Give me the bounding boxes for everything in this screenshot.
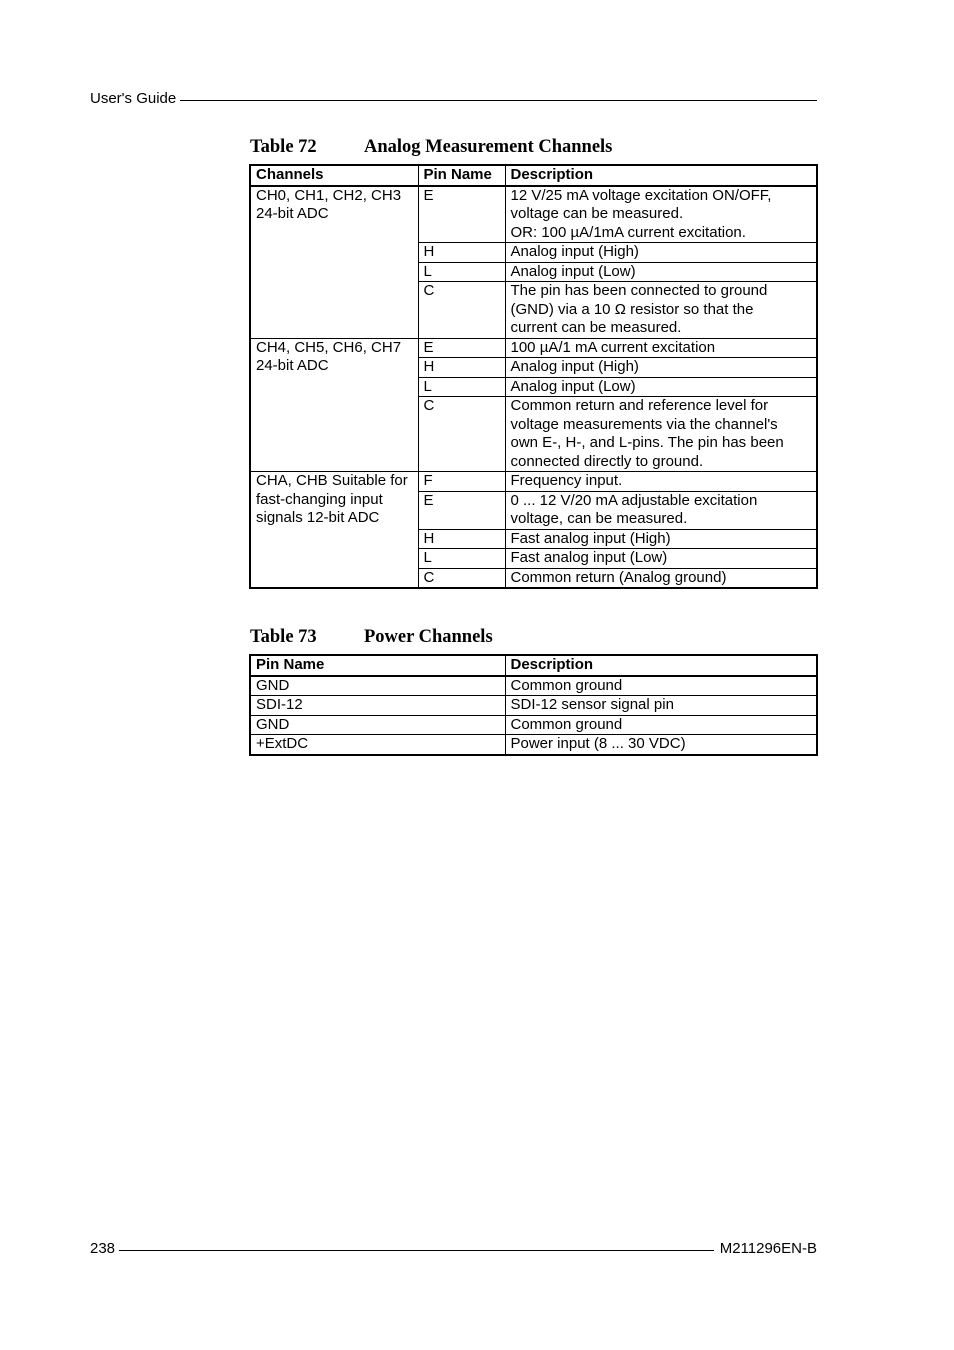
power-channels-body bbox=[250, 676, 817, 755]
description-cell bbox=[505, 491, 817, 529]
pin-name-cell: SDI-12 bbox=[250, 696, 505, 716]
description-line: 100 µA/1 mA current excitation bbox=[510, 338, 716, 356]
column-header-description: Description bbox=[505, 655, 817, 676]
description-line: current can be measured. bbox=[510, 319, 682, 336]
column-header-pin-name: Pin Name bbox=[250, 655, 505, 676]
pin-name-cell: E bbox=[418, 491, 505, 529]
description-line: voltage measurements via the channel's bbox=[510, 415, 778, 433]
column-header-channels: Channels bbox=[250, 165, 418, 186]
description-cell bbox=[505, 377, 817, 397]
pin-name-cell: E bbox=[418, 338, 505, 358]
column-header-description: Description bbox=[505, 165, 817, 186]
description-cell bbox=[505, 186, 817, 243]
analog-channels-body bbox=[250, 186, 817, 589]
description-line: voltage can be measured. bbox=[510, 205, 684, 222]
description-cell bbox=[505, 243, 817, 263]
description-cell bbox=[505, 338, 817, 358]
document-code: M211296EN-B bbox=[719, 1240, 817, 1257]
table-row bbox=[250, 338, 817, 358]
pin-name-cell: H bbox=[418, 358, 505, 378]
pin-name-cell: L bbox=[418, 549, 505, 569]
description-line: Analog input (High) bbox=[510, 243, 639, 260]
pin-name-cell: E bbox=[418, 186, 505, 243]
channels-cell: CH0, CH1, CH2, CH3 24-bit ADC bbox=[250, 186, 418, 339]
table-72-caption bbox=[250, 137, 612, 158]
pin-name-cell: L bbox=[418, 377, 505, 397]
description-cell: Common ground bbox=[505, 676, 817, 696]
description-cell bbox=[505, 397, 817, 472]
description-cell bbox=[505, 568, 817, 588]
column-header-pin-name: Pin Name bbox=[418, 165, 505, 186]
description-cell bbox=[505, 472, 817, 492]
channels-cell: CHA, CHB Suitable for fast-changing input signals 12-bit ADC bbox=[250, 472, 418, 589]
description-line: Frequency input. bbox=[510, 472, 623, 489]
description-cell bbox=[505, 549, 817, 569]
pin-name-cell: C bbox=[418, 397, 505, 472]
table-row bbox=[250, 715, 817, 735]
pin-name-cell: H bbox=[418, 529, 505, 549]
description-line: 0 ... 12 V/20 mA adjustable excitation bbox=[510, 491, 758, 509]
power-channels-table bbox=[249, 654, 818, 756]
description-line: OR: 100 µA/1mA current excitation. bbox=[510, 223, 746, 241]
description-cell bbox=[505, 529, 817, 549]
header-title: User's Guide bbox=[90, 90, 177, 107]
table-row bbox=[250, 735, 817, 755]
description-cell bbox=[505, 282, 817, 339]
description-line: connected directly to ground. bbox=[510, 452, 704, 470]
description-line: Analog input (Low) bbox=[510, 262, 636, 280]
description-line: Fast analog input (Low) bbox=[510, 549, 668, 566]
table-row bbox=[250, 676, 817, 696]
description-line: Analog input (High) bbox=[510, 358, 639, 375]
table-72-title: Analog Measurement Channels bbox=[364, 137, 613, 157]
table-row bbox=[250, 472, 817, 492]
table-72-number: Table 72 bbox=[250, 137, 317, 157]
header-rule bbox=[180, 100, 817, 101]
description-cell: Common ground bbox=[505, 715, 817, 735]
pin-name-cell: C bbox=[418, 282, 505, 339]
table-73-caption bbox=[250, 627, 493, 648]
description-line: Fast analog input (High) bbox=[510, 529, 671, 547]
pin-name-cell: +ExtDC bbox=[250, 735, 505, 755]
description-line: 12 V/25 mA voltage excitation ON/OFF, bbox=[510, 186, 772, 204]
description-cell bbox=[505, 262, 817, 282]
pin-name-cell: L bbox=[418, 262, 505, 282]
table-73-title: Power Channels bbox=[364, 627, 493, 647]
channels-cell: CH4, CH5, CH6, CH7 24-bit ADC bbox=[250, 338, 418, 472]
description-line: Analog input (Low) bbox=[510, 377, 636, 395]
analog-channels-table bbox=[249, 164, 818, 589]
page-number: 238 bbox=[90, 1240, 116, 1257]
footer-rule bbox=[119, 1250, 714, 1251]
description-line: The pin has been connected to ground bbox=[510, 282, 768, 299]
description-cell: Power input (8 ... 30 VDC) bbox=[505, 735, 817, 755]
pin-name-cell: F bbox=[418, 472, 505, 492]
description-line: voltage, can be measured. bbox=[510, 510, 688, 527]
table-row bbox=[250, 186, 817, 243]
description-line: (GND) via a 10 Ω resistor so that the bbox=[510, 300, 754, 318]
description-cell: SDI-12 sensor signal pin bbox=[505, 696, 817, 716]
table-row bbox=[250, 696, 817, 716]
description-line: own E-, H-, and L-pins. The pin has been bbox=[510, 434, 784, 451]
description-cell bbox=[505, 358, 817, 378]
page-footer bbox=[90, 1240, 817, 1257]
description-line: Common return (Analog ground) bbox=[510, 568, 727, 586]
pin-name-cell: GND bbox=[250, 715, 505, 735]
description-line: Common return and reference level for bbox=[510, 397, 769, 414]
pin-name-cell: GND bbox=[250, 676, 505, 696]
pin-name-cell: C bbox=[418, 568, 505, 588]
page-header bbox=[90, 90, 817, 107]
pin-name-cell: H bbox=[418, 243, 505, 263]
table-73-number: Table 73 bbox=[250, 627, 317, 647]
